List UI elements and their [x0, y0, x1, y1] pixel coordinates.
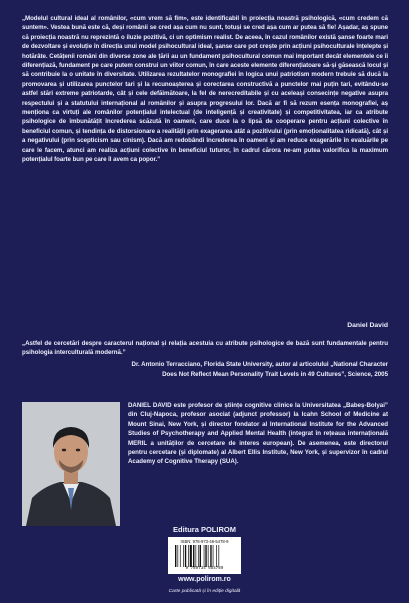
- barcode-digits: 9 789734 654789: [185, 567, 224, 571]
- author-photo: [22, 402, 120, 526]
- author-bio: [128, 401, 388, 467]
- author-bio-text: este profesor de științe cognitive clinice la Universitatea „Babeș-Bolyai” din Cluj-Napoca, profesor asociat (adjunct professor) la Icahn School of Medicine at Mount Sinai, New York, și director fondator al International Institute for the Advanced Studies of Psychotherapy and Applied Mental Health (integrat în rețeaua internațională MERIL a unităților de cercetare de interes european). De asemenea, este directorul pentru cercetare (și diplomate) al Albert Ellis Institute, New York, și supervizor în cadrul Academy of Cognitive Therapy (SUA).: [128, 402, 388, 466]
- isbn-number: ISBN: 978-973-46-5478-9: [180, 539, 229, 544]
- digital-edition-note: Carte publicată și în ediție digitală: [168, 589, 241, 594]
- website-url[interactable]: www.polirom.ro: [178, 576, 231, 583]
- author-name: DANIEL DAVID: [128, 402, 172, 409]
- main-quote: „Modelul cultural ideal al românilor, «cum vrem să fim», este identificabil în proiecția noastră psihologică, «cum credem că suntem». Vestea bună este că, deși românii se cred așa cum nu sunt, totuși se cred așa cum ar putea să fie! Așadar, aș spune că proiecția noastră nu reprezintă o iluzie pozitivă, ci un optimism realist. De aceea, în cazul românilor există șanse foarte mari de dezvoltare și evoluție în direcția unui model psihocultural ideal, șanse care pot crește prin acțiuni psihoculturale înțelepte și hotărâte. Cetățenii români din diverse zone ale țării au un fundament psihocultural comun mai important decât elementele ce îi diferențiază, fundament pe care putem construi un viitor comun, în care aceste elemente diferențiatoare să-și găsească locul și să contribuie la o unitate în diversitate. Utilizarea rezultatelor monografiei în logica unui patriotism modern trebuie să ducă la promovarea și utilizarea punctelor tari și la recunoașterea și corectarea constructivă a punctelor mai puțin tari, evitându-se astfel stări extreme patriotarde, cât și cele defăimătoare, la fel de nerecreditabile și cu aceleași consecințe negative asupra respectului și a statutului internațional al românilor și asupra progresului lor. Dacă ar fi să rezum esența monografiei, aș menționa ca virtuți ale românilor potențialul intelectual (de inteligență și creativitate) și competitivitatea, iar ca atribute psihologice de îmbunătățit încrederea scăzută în oameni, care duce la o lipsă de cooperare pentru acțiuni colective în beneficiul comun, și tendința de distorsionare a realității prin exagerarea atât a pozitivului (prin emoționalitatea ridicată), cât și a negativului (prin scepticism sau cinism). Dacă am redobândi încrederea în oameni și am reduce exagerările în evaluările pe care le facem, atunci am realiza acțiuni colective în beneficiul tuturor, în cadrul cărora ne-am putea valorifica la maximum potențialul foarte bun pe care îl avem ca popor.”: [22, 15, 388, 164]
- barcode-icon: [174, 545, 235, 567]
- author-portrait-icon: [22, 402, 120, 526]
- second-quote: „Astfel de cercetări despre caracterul național și relația acestuia cu atribute psihologice de bază sunt fundamentale pentru psihologia interculturală modernă.”: [22, 340, 388, 357]
- attribution-line-1: Dr. Antonio Terracciano, Florida State University, autor al articolului „National Character: [131, 361, 388, 368]
- isbn-barcode-block: [168, 537, 241, 574]
- main-quote-author: Daniel David: [347, 322, 388, 329]
- attribution-line-2: Does Not Reflect Mean Personality Trait Levels in 49 Cultures”, Science, 2005: [162, 370, 388, 378]
- second-quote-attribution: [22, 360, 388, 379]
- publisher-name: Editura POLIROM: [173, 525, 236, 534]
